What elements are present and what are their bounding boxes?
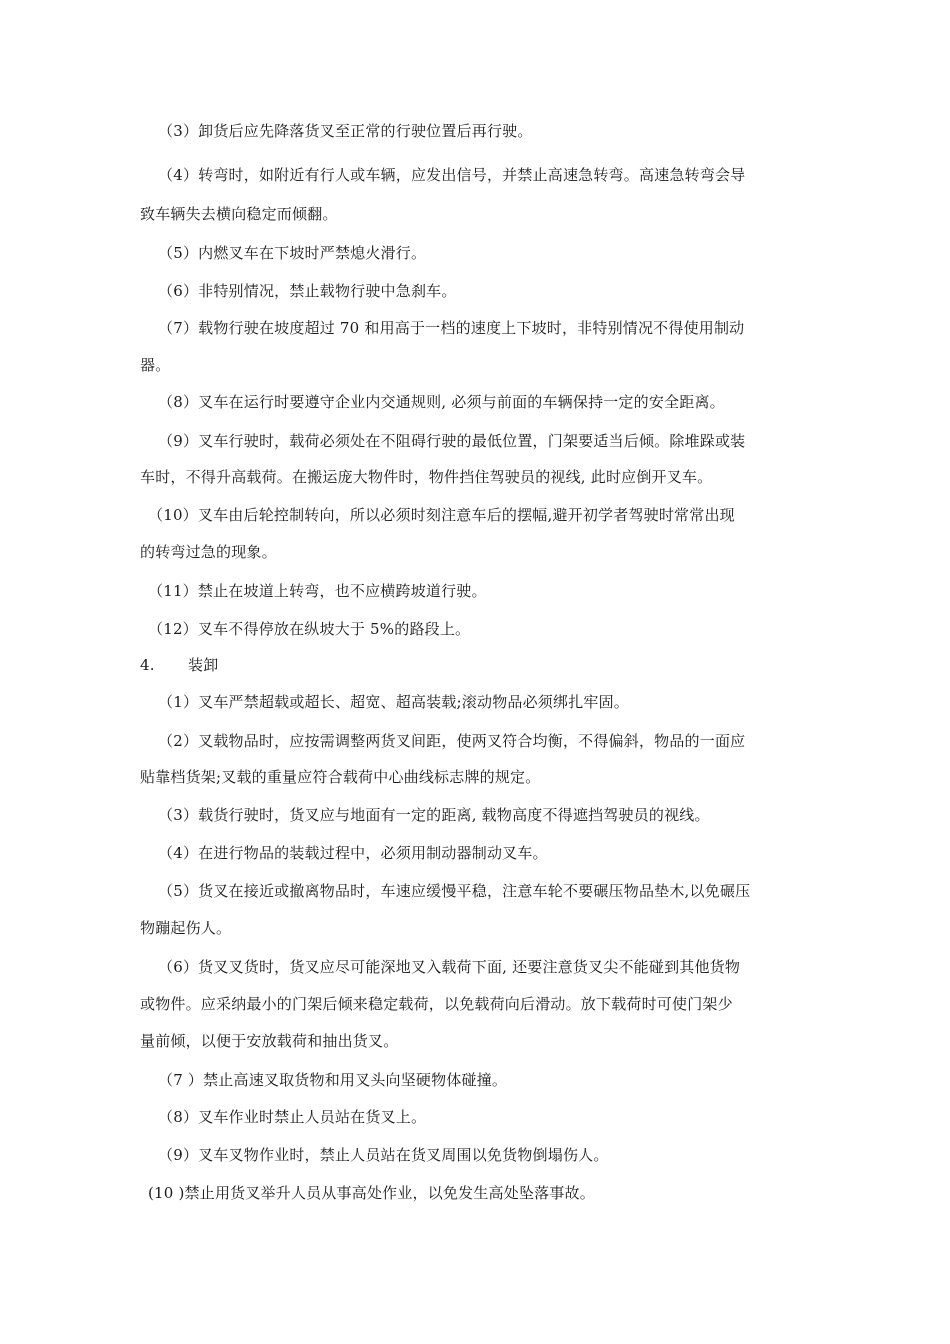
paragraph-line: 量前倾，以便于安放载荷和抽出货叉。 xyxy=(140,1032,399,1050)
paragraph-line: (10 )禁止用货叉举升人员从事高处作业，以免发生高处坠落事故。 xyxy=(148,1184,595,1202)
paragraph-line: 致车辆失去横向稳定而倾翻。 xyxy=(140,205,338,223)
paragraph-line: 的转弯过急的现象。 xyxy=(140,543,277,561)
paragraph-line: 车时，不得升高载荷。在搬运庞大物件时，物件挡住驾驶员的视线, 此时应倒开叉车。 xyxy=(140,468,713,486)
paragraph-line: （1）叉车严禁超载或超长、超宽、超高装载;滚动物品必须绑扎牢固。 xyxy=(158,693,630,711)
paragraph-line: （8）叉车在运行时要遵守企业内交通规则, 必须与前面的车辆保持一定的安全距离。 xyxy=(158,393,725,411)
paragraph-line: （2）叉载物品时，应按需调整两货叉间距，使两叉符合均衡，不得偏斜，物品的一面应 xyxy=(158,732,746,750)
section-heading xyxy=(140,655,218,675)
section-title: 装卸 xyxy=(188,656,219,674)
paragraph-line: （12）叉车不得停放在纵坡大于 5%的路段上。 xyxy=(148,620,471,638)
paragraph-line: （4）转弯时，如附近有行人或车辆，应发出信号，并禁止高速急转弯。高速急转弯会导 xyxy=(158,166,746,184)
paragraph-line: 器。 xyxy=(140,356,171,374)
paragraph-line: 物蹦起伤人。 xyxy=(140,919,232,937)
paragraph-line: （7）载物行驶在坡度超过 70 和用高于一档的速度上下坡时，非特别情况不得使用制动 xyxy=(158,319,745,337)
section-number: 4. xyxy=(140,656,155,674)
paragraph-line: （5）内燃叉车在下坡时严禁熄火滑行。 xyxy=(158,244,427,262)
paragraph-line: （9）叉车叉物作业时，禁止人员站在货叉周围以免货物倒塌伤人。 xyxy=(158,1146,609,1164)
paragraph-line: （11）禁止在坡道上转弯，也不应横跨坡道行驶。 xyxy=(148,582,487,600)
paragraph-line: （7 ）禁止高速叉取货物和用叉头向坚硬物体碰撞。 xyxy=(158,1071,508,1089)
paragraph-line: （6）货叉叉货时，货叉应尽可能深地叉入载荷下面, 还要注意货叉尖不能碰到其他货物 xyxy=(158,958,741,976)
paragraph-line: （3）卸货后应先降落货叉至正常的行驶位置后再行驶。 xyxy=(158,122,533,140)
paragraph-line: 或物件。应采纳最小的门架后倾来稳定载荷，以免载荷向后滑动。放下载荷时可使门架少 xyxy=(140,995,733,1013)
paragraph-line: （5）货叉在接近或撤离物品时，车速应缓慢平稳，注意车轮不要碾压物品垫木,以免碾压 xyxy=(158,882,751,900)
paragraph-line: （9）叉车行驶时，载荷必须处在不阻碍行驶的最低位置，门架要适当后倾。除堆跺或装 xyxy=(158,432,746,450)
paragraph-line: （6）非特别情况，禁止载物行驶中急刹车。 xyxy=(158,282,457,300)
paragraph-line: 贴靠档货架;叉载的重量应符合载荷中心曲线标志牌的规定。 xyxy=(140,768,541,786)
paragraph-line: （10）叉车由后轮控制转向，所以必须时刻注意车后的摆幅,避开初学者驾驶时常常出现 xyxy=(148,506,735,524)
paragraph-line: （8）叉车作业时禁止人员站在货叉上。 xyxy=(158,1108,427,1126)
paragraph-line: （3）载货行驶时，货叉应与地面有一定的距离, 载物高度不得遮挡驾驶员的视线。 xyxy=(158,806,710,824)
paragraph-line: （4）在进行物品的装载过程中，必须用制动器制动叉车。 xyxy=(158,844,548,862)
